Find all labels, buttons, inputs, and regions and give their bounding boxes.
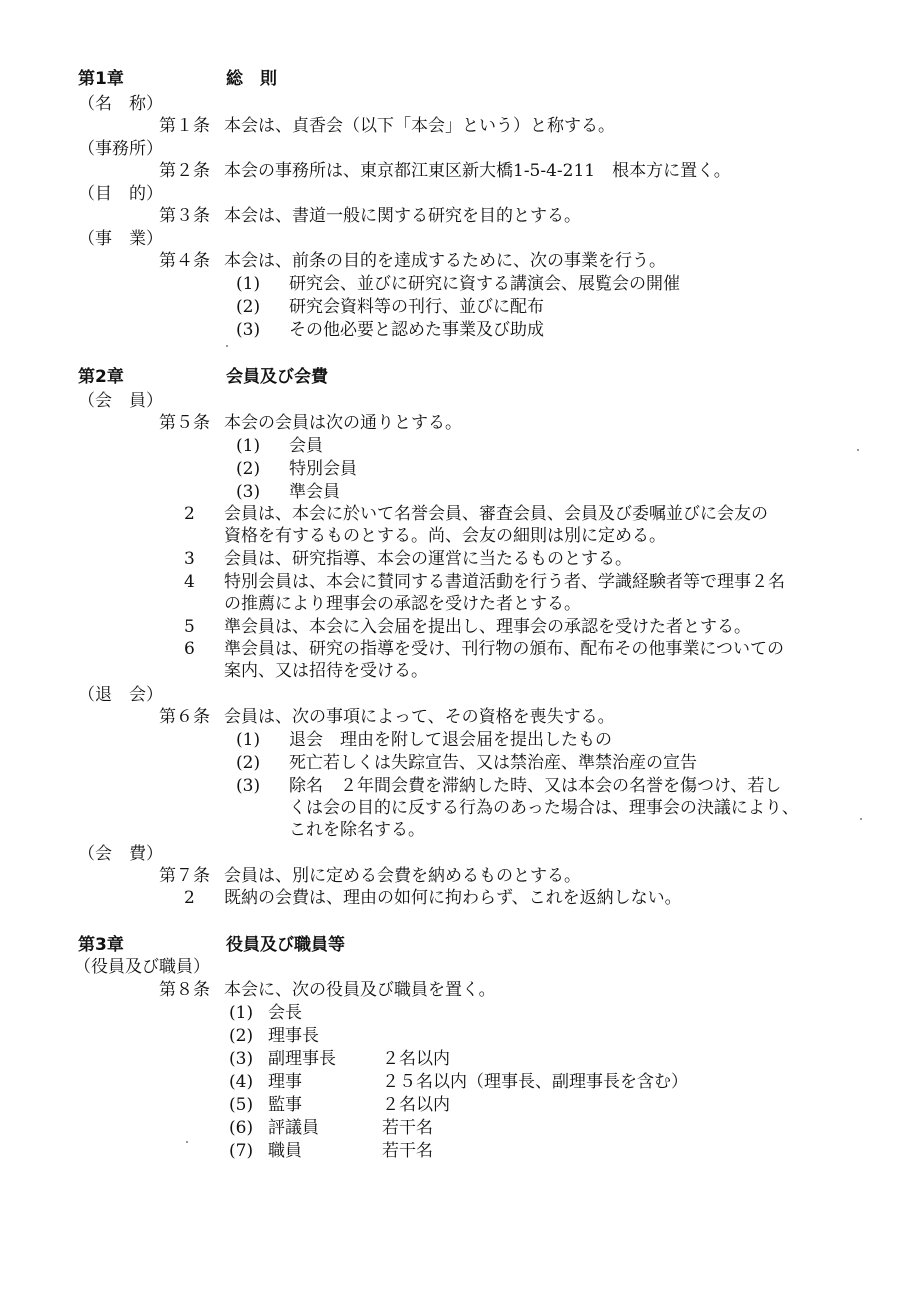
paragraph-text: 案内、又は招待を受ける。 [224,661,428,681]
paragraph-number: 3 [184,549,195,569]
article-number: 第３条 [159,206,210,226]
section-heading: （事 業） [78,229,163,249]
section-heading: （会 員） [78,391,163,411]
item-text: 研究会資料等の刊行、並びに配布 [289,297,544,317]
article-number: 第２条 [159,161,210,181]
officer-role: 評議員 [268,1118,319,1138]
item-text: 準会員 [289,482,340,502]
article-text: 本会は、書道一般に関する研究を目的とする。 [224,206,581,226]
officer-count: 若干名 [382,1118,433,1138]
scan-speck [186,1141,188,1143]
item-number: (1) [229,1003,254,1023]
scan-speck [860,818,862,820]
chapter-2-title: 会員及び会費 [226,367,328,387]
chapter-2-label: 第2章 [78,367,124,387]
chapter-3-label: 第3章 [78,935,124,955]
item-text: これを除名する。 [289,820,425,840]
item-number: (1) [236,730,261,750]
item-number: (3) [236,482,261,502]
item-number: (7) [229,1141,254,1161]
paragraph-text: 既納の会費は、理由の如何に拘わらず、これを返納しない。 [224,888,682,908]
article-text: 本会の会員は次の通りとする。 [224,413,462,433]
paragraph-number: 6 [184,639,195,659]
article-text: 会員は、別に定める会費を納めるものとする。 [224,866,581,886]
item-number: (1) [236,274,261,294]
item-text: 退会 理由を附して退会届を提出したもの [289,730,612,750]
officer-role: 会長 [268,1003,302,1023]
item-text: くは会の目的に反する行為のあった場合は、理事会の決議により、 [289,798,799,818]
item-text: 死亡若しくは失踪宣告、又は禁治産、準禁治産の宣告 [289,753,697,773]
chapter-1-label: 第1章 [78,69,124,89]
officer-role: 副理事長 [268,1049,336,1069]
article-number: 第１条 [159,116,210,136]
item-number: (2) [236,753,261,773]
officer-count: ２名以内 [382,1049,450,1069]
item-number: (3) [236,776,261,796]
item-number: (2) [229,1026,254,1046]
item-text: 研究会、並びに研究に資する講演会、展覧会の開催 [289,274,680,294]
officer-count: 若干名 [382,1141,433,1161]
paragraph-number: 2 [184,888,195,908]
officer-count: ２名以内 [382,1095,450,1115]
article-text: 会員は、次の事項によって、その資格を喪失する。 [224,707,615,727]
section-heading: （事務所） [78,139,163,159]
officer-role: 理事長 [268,1026,319,1046]
section-heading: （目 的） [78,184,163,204]
officer-role: 監事 [268,1095,302,1115]
item-text: 除名 ２年間会費を滞納した時、又は本会の名誉を傷つけ、若し [289,776,782,796]
section-heading: （会 費） [78,844,163,864]
item-number: (6) [229,1118,254,1138]
article-number: 第５条 [159,413,210,433]
article-text: 本会は、前条の目的を達成するために、次の事業を行う。 [224,251,666,271]
officer-count: ２５名以内（理事長、副理事長を含む） [382,1072,688,1092]
item-number: (1) [236,436,261,456]
paragraph-text: 準会員は、本会に入会届を提出し、理事会の承認を受けた者とする。 [224,617,751,637]
item-text: 会員 [289,436,323,456]
article-number: 第７条 [159,866,210,886]
article-number: 第８条 [159,980,210,1000]
item-number: (3) [236,320,261,340]
paragraph-text: 資格を有するものとする。尚、会友の細則は別に定める。 [224,526,666,546]
scan-speck [857,449,859,451]
article-number: 第４条 [159,251,210,271]
officer-role: 職員 [268,1141,302,1161]
item-number: (5) [229,1095,254,1115]
paragraph-number: 5 [184,617,195,637]
item-number: (2) [236,297,261,317]
article-number: 第６条 [159,707,210,727]
item-number: (4) [229,1072,254,1092]
item-text: その他必要と認めた事業及び助成 [289,320,544,340]
paragraph-text: 会員は、本会に於いて名誉会員、審査会員、会員及び委嘱並びに会友の [224,504,768,524]
paragraph-text: の推薦により理事会の承認を受けた者とする。 [224,594,581,614]
article-text: 本会は、貞香会（以下「本会」という）と称する。 [224,116,615,136]
paragraph-text: 準会員は、研究の指導を受け、刊行物の頒布、配布その他事業についての [224,639,784,659]
paragraph-number: 2 [184,504,195,524]
section-heading: （名 称） [78,94,163,114]
article-text: 本会に、次の役員及び職員を置く。 [224,980,496,1000]
item-text: 特別会員 [289,459,357,479]
item-number: (3) [229,1049,254,1069]
chapter-3-title: 役員及び職員等 [226,935,345,955]
section-heading: （役員及び職員） [74,957,210,977]
scan-speck [226,345,228,347]
item-number: (2) [236,459,261,479]
officer-role: 理事 [268,1072,302,1092]
paragraph-number: 4 [184,572,195,592]
section-heading: （退 会） [78,685,163,705]
chapter-1-title: 総 則 [226,69,277,89]
article-text: 本会の事務所は、東京都江東区新大橋1-5-4-211 根本方に置く。 [224,161,731,181]
paragraph-text: 会員は、研究指導、本会の運営に当たるものとする。 [224,549,632,569]
paragraph-text: 特別会員は、本会に賛同する書道活動を行う者、学識経験者等で理事２名 [224,572,785,592]
